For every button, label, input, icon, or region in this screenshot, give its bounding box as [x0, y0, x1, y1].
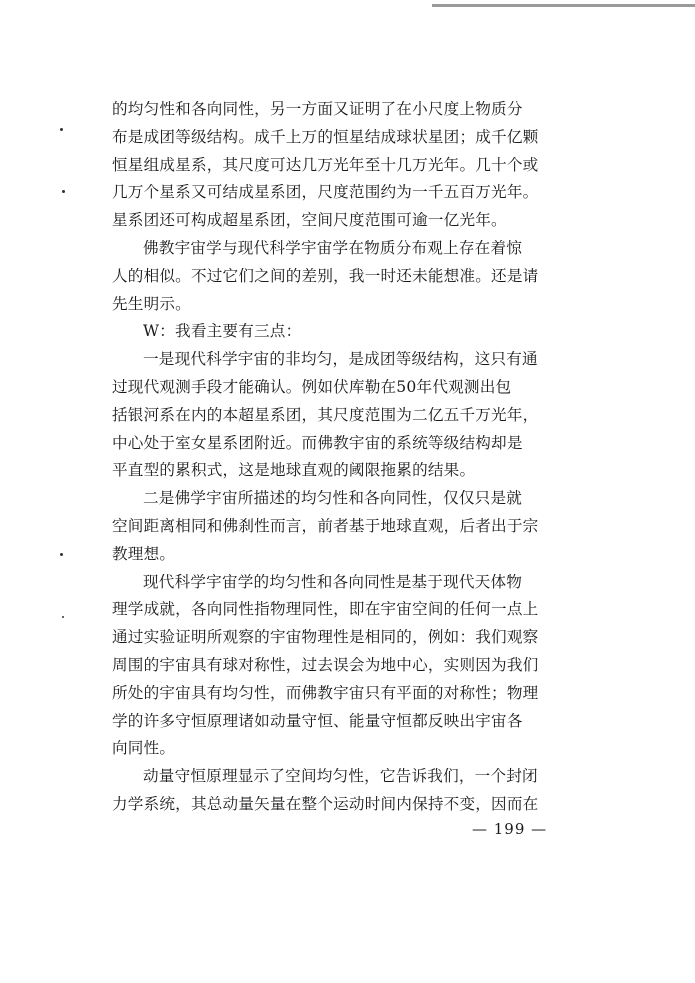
text-line: 二是佛学宇宙所描述的均匀性和各向同性，仅仅只是就: [143, 489, 523, 508]
scan-speck: [62, 616, 64, 618]
text-line: 所处的宇宙具有均匀性，而佛教宇宙只有平面的对称性；物理: [112, 683, 539, 702]
text-line: 理学成就，各向同性指物理同性，即在宇宙空间的任何一点上: [112, 600, 539, 619]
text-line: 中心处于室女星系团附近。而佛教宇宙的系统等级结构却是: [112, 433, 523, 452]
page-number: — 199 —: [472, 820, 548, 838]
text-line: 学的许多守恒原理诸如动量守恒、能量守恒都反映出宇宙各: [112, 711, 523, 730]
text-line: 先生明示。: [112, 294, 191, 313]
text-line: 一是现代科学宇宙的非均匀，是成团等级结构，这只有通: [143, 350, 538, 369]
scan-speck: [62, 190, 65, 193]
scan-speck: [60, 128, 63, 131]
text-line: 佛教宇宙学与现代科学宇宙学在物质分布观上存在着惊: [143, 238, 523, 257]
text-line: 空间距离相同和佛刹性而言，前者基于地球直观，后者出于宗: [112, 516, 539, 535]
text-line: 的均匀性和各向同性，另一方面又证明了在小尺度上物质分: [112, 100, 523, 118]
text-line: 平直型的累积式，这是地球直观的阈限拖累的结果。: [112, 461, 476, 480]
text-line: 人的相似。不过它们之间的差别，我一时还未能想准。还是请: [112, 266, 539, 285]
text-line: 向同性。: [112, 739, 176, 758]
body-text: [112, 96, 582, 819]
text-line: 布是成团等级结构。成千上万的恒星结成球状星团；成千亿颗: [112, 127, 539, 146]
text-line: 周围的宇宙具有球对称性，过去误会为地中心，实则因为我们: [112, 655, 539, 674]
text-line: 动量守恒原理显示了空间均匀性，它告诉我们，一个封闭: [143, 767, 538, 786]
text-line: 力学系统，其总动量矢量在整个运动时间内保持不变，因而在: [112, 794, 539, 813]
text-line: W：我看主要有三点：: [143, 322, 302, 341]
text-line: 教理想。: [112, 544, 176, 563]
text-line: 括银河系在内的本超星系团，其尺度范围为二亿五千万光年，: [112, 405, 539, 424]
scan-speck: [60, 553, 63, 556]
text-line: 通过实验证明所观察的宇宙物理性是相同的，例如：我们观察: [112, 628, 539, 647]
text-line: 星系团还可构成超星系团，空间尺度范围可逾一亿光年。: [112, 211, 507, 230]
top-scan-rule: [432, 4, 695, 7]
text-line: 现代科学宇宙学的均匀性和各向同性是基于现代天体物: [143, 572, 523, 591]
text-line: 过现代观测手段才能确认。例如伏库勒在50年代观测出包: [112, 377, 512, 396]
text-line: 恒星组成星系，其尺度可达几万光年至十几万光年。几十个或: [112, 155, 539, 174]
text-line: 几万个星系又可结成星系团，尺度范围约为一千五百万光年。: [112, 183, 539, 202]
